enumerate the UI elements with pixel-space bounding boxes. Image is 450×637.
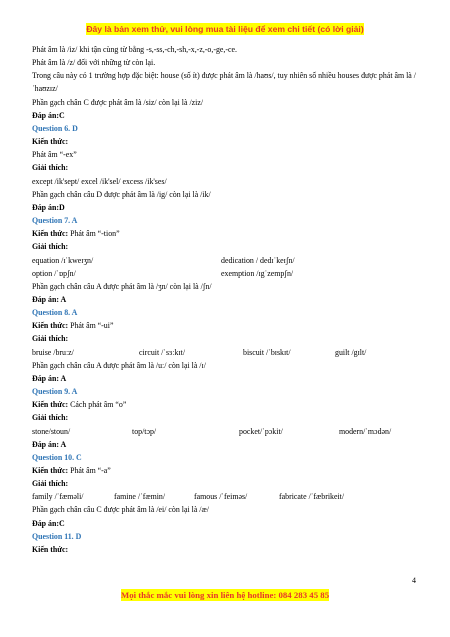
knowledge-line	[32, 319, 422, 332]
word: top/tɔp/	[132, 426, 157, 436]
hotline-footer: Mọi thắc mắc vui lòng xin liên hệ hotline: 084 283 45 85	[120, 590, 330, 600]
word: stone/stoun/	[32, 426, 71, 436]
word: bruise /bruːz/	[32, 347, 74, 357]
preview-banner: Đây là bản xem thử, vui lòng mua tài liệu để xem chi tiết (có lời giải)	[86, 24, 364, 34]
word-row	[32, 346, 422, 359]
word: circuit /ˈsɜːkɪt/	[139, 347, 186, 357]
knowledge-line	[32, 227, 422, 240]
document-body	[32, 43, 422, 556]
explanation-label: Giải thích:	[32, 413, 69, 423]
question-9-heading: Question 9. A	[32, 387, 78, 397]
answer-7: Đáp án: A	[32, 294, 67, 304]
question-11-heading: Question 11. D	[32, 531, 82, 541]
word: exemption /ɪgˈzempʃn/	[221, 268, 294, 278]
text-paragraph: Trong câu này có 1 trường hợp đặc biệt: house (số ít) được phát âm là /haʊs/, tuy nhiên số nhiều houses được phát âm là /ˈhaʊzɪz/	[32, 71, 416, 94]
word: option /ˈɒpʃn/	[32, 268, 76, 278]
question-6-heading: Question 6. D	[32, 123, 78, 133]
knowledge-line	[32, 398, 422, 411]
knowledge-text: Phát âm “-ex”	[32, 150, 77, 160]
text-line: Phần gạch chân câu A được phát âm là /uː/ còn lại là /ɪ/	[32, 360, 206, 370]
knowledge-text: Phát âm “-a”	[70, 466, 111, 475]
knowledge-text: Phát âm “-tion”	[70, 229, 120, 239]
word: famous /ˈfeiməs/	[194, 492, 248, 502]
answer-10: Đáp án:C	[32, 518, 65, 528]
text-line: Phần gạch chân câu D được phát âm là /ig/ còn lại là /ik/	[32, 189, 211, 199]
explanation-label: Giải thích:	[32, 334, 69, 344]
answer-9: Đáp án: A	[32, 439, 67, 449]
knowledge-text: Cách phát âm “o”	[70, 400, 127, 410]
explanation-label: Giải thích:	[32, 163, 69, 173]
word: family /ˈfæməli/	[32, 492, 84, 502]
answer-5: Đáp án:C	[32, 110, 65, 120]
question-10-heading: Question 10. C	[32, 452, 82, 462]
answer-6: Đáp án:D	[32, 202, 65, 212]
text-line: Phát âm là /z/ đối với những từ còn lại.	[32, 58, 156, 68]
page-number: 4	[412, 576, 416, 585]
word: dedication / dedɪˈkeɪʃn/	[221, 255, 295, 265]
knowledge-label: Kiến thức:	[32, 544, 69, 554]
text-line: Phát âm là /iz/ khi tận cùng từ bằng -s,-ss,-ch,-sh,-x,-z,-o,-ge,-ce.	[32, 45, 237, 54]
word-row	[32, 425, 422, 438]
question-8-heading: Question 8. A	[32, 308, 78, 318]
text-line: Phần gạch chân câu C được phát âm là /ei/ còn lại là /æ/	[32, 505, 209, 515]
word: modern/ˈmɔdən/	[339, 426, 392, 436]
knowledge-label: Kiến thức:	[32, 229, 69, 239]
knowledge-line	[32, 464, 422, 477]
word: fabricate /ˈfæbrikeit/	[279, 492, 345, 502]
text-line: Phần gạch chân C được phát âm là /siz/ còn lại là /ziz/	[32, 97, 204, 107]
knowledge-label: Kiến thức:	[32, 400, 69, 410]
word: guilt /gɪlt/	[335, 347, 367, 357]
answer-8: Đáp án: A	[32, 373, 67, 383]
text-line: Phần gạch chân câu A được phát âm là /ʒn/ còn lại là /ʃn/	[32, 281, 212, 291]
text-line: except /ik'sept/ excel /ik'sel/ excess /ik'ses/	[32, 176, 167, 186]
word: biscuit /ˈbɪskɪt/	[243, 347, 291, 357]
word: pocket/ˈpɔkit/	[239, 426, 283, 436]
knowledge-label: Kiến thức:	[32, 466, 69, 475]
knowledge-label: Kiến thức:	[32, 321, 69, 331]
question-7-heading: Question 7. A	[32, 216, 78, 226]
word-row	[32, 254, 422, 267]
knowledge-label: Kiến thức:	[32, 137, 69, 147]
word: equation /ɪˈkweɪʒn/	[32, 255, 94, 265]
knowledge-text: Phát âm “-ui”	[70, 321, 114, 331]
word: famine /ˈfæmin/	[114, 492, 166, 502]
word-row	[32, 490, 422, 503]
word-row	[32, 267, 422, 280]
explanation-label: Giải thích:	[32, 242, 69, 252]
explanation-label: Giải thích:	[32, 479, 69, 489]
